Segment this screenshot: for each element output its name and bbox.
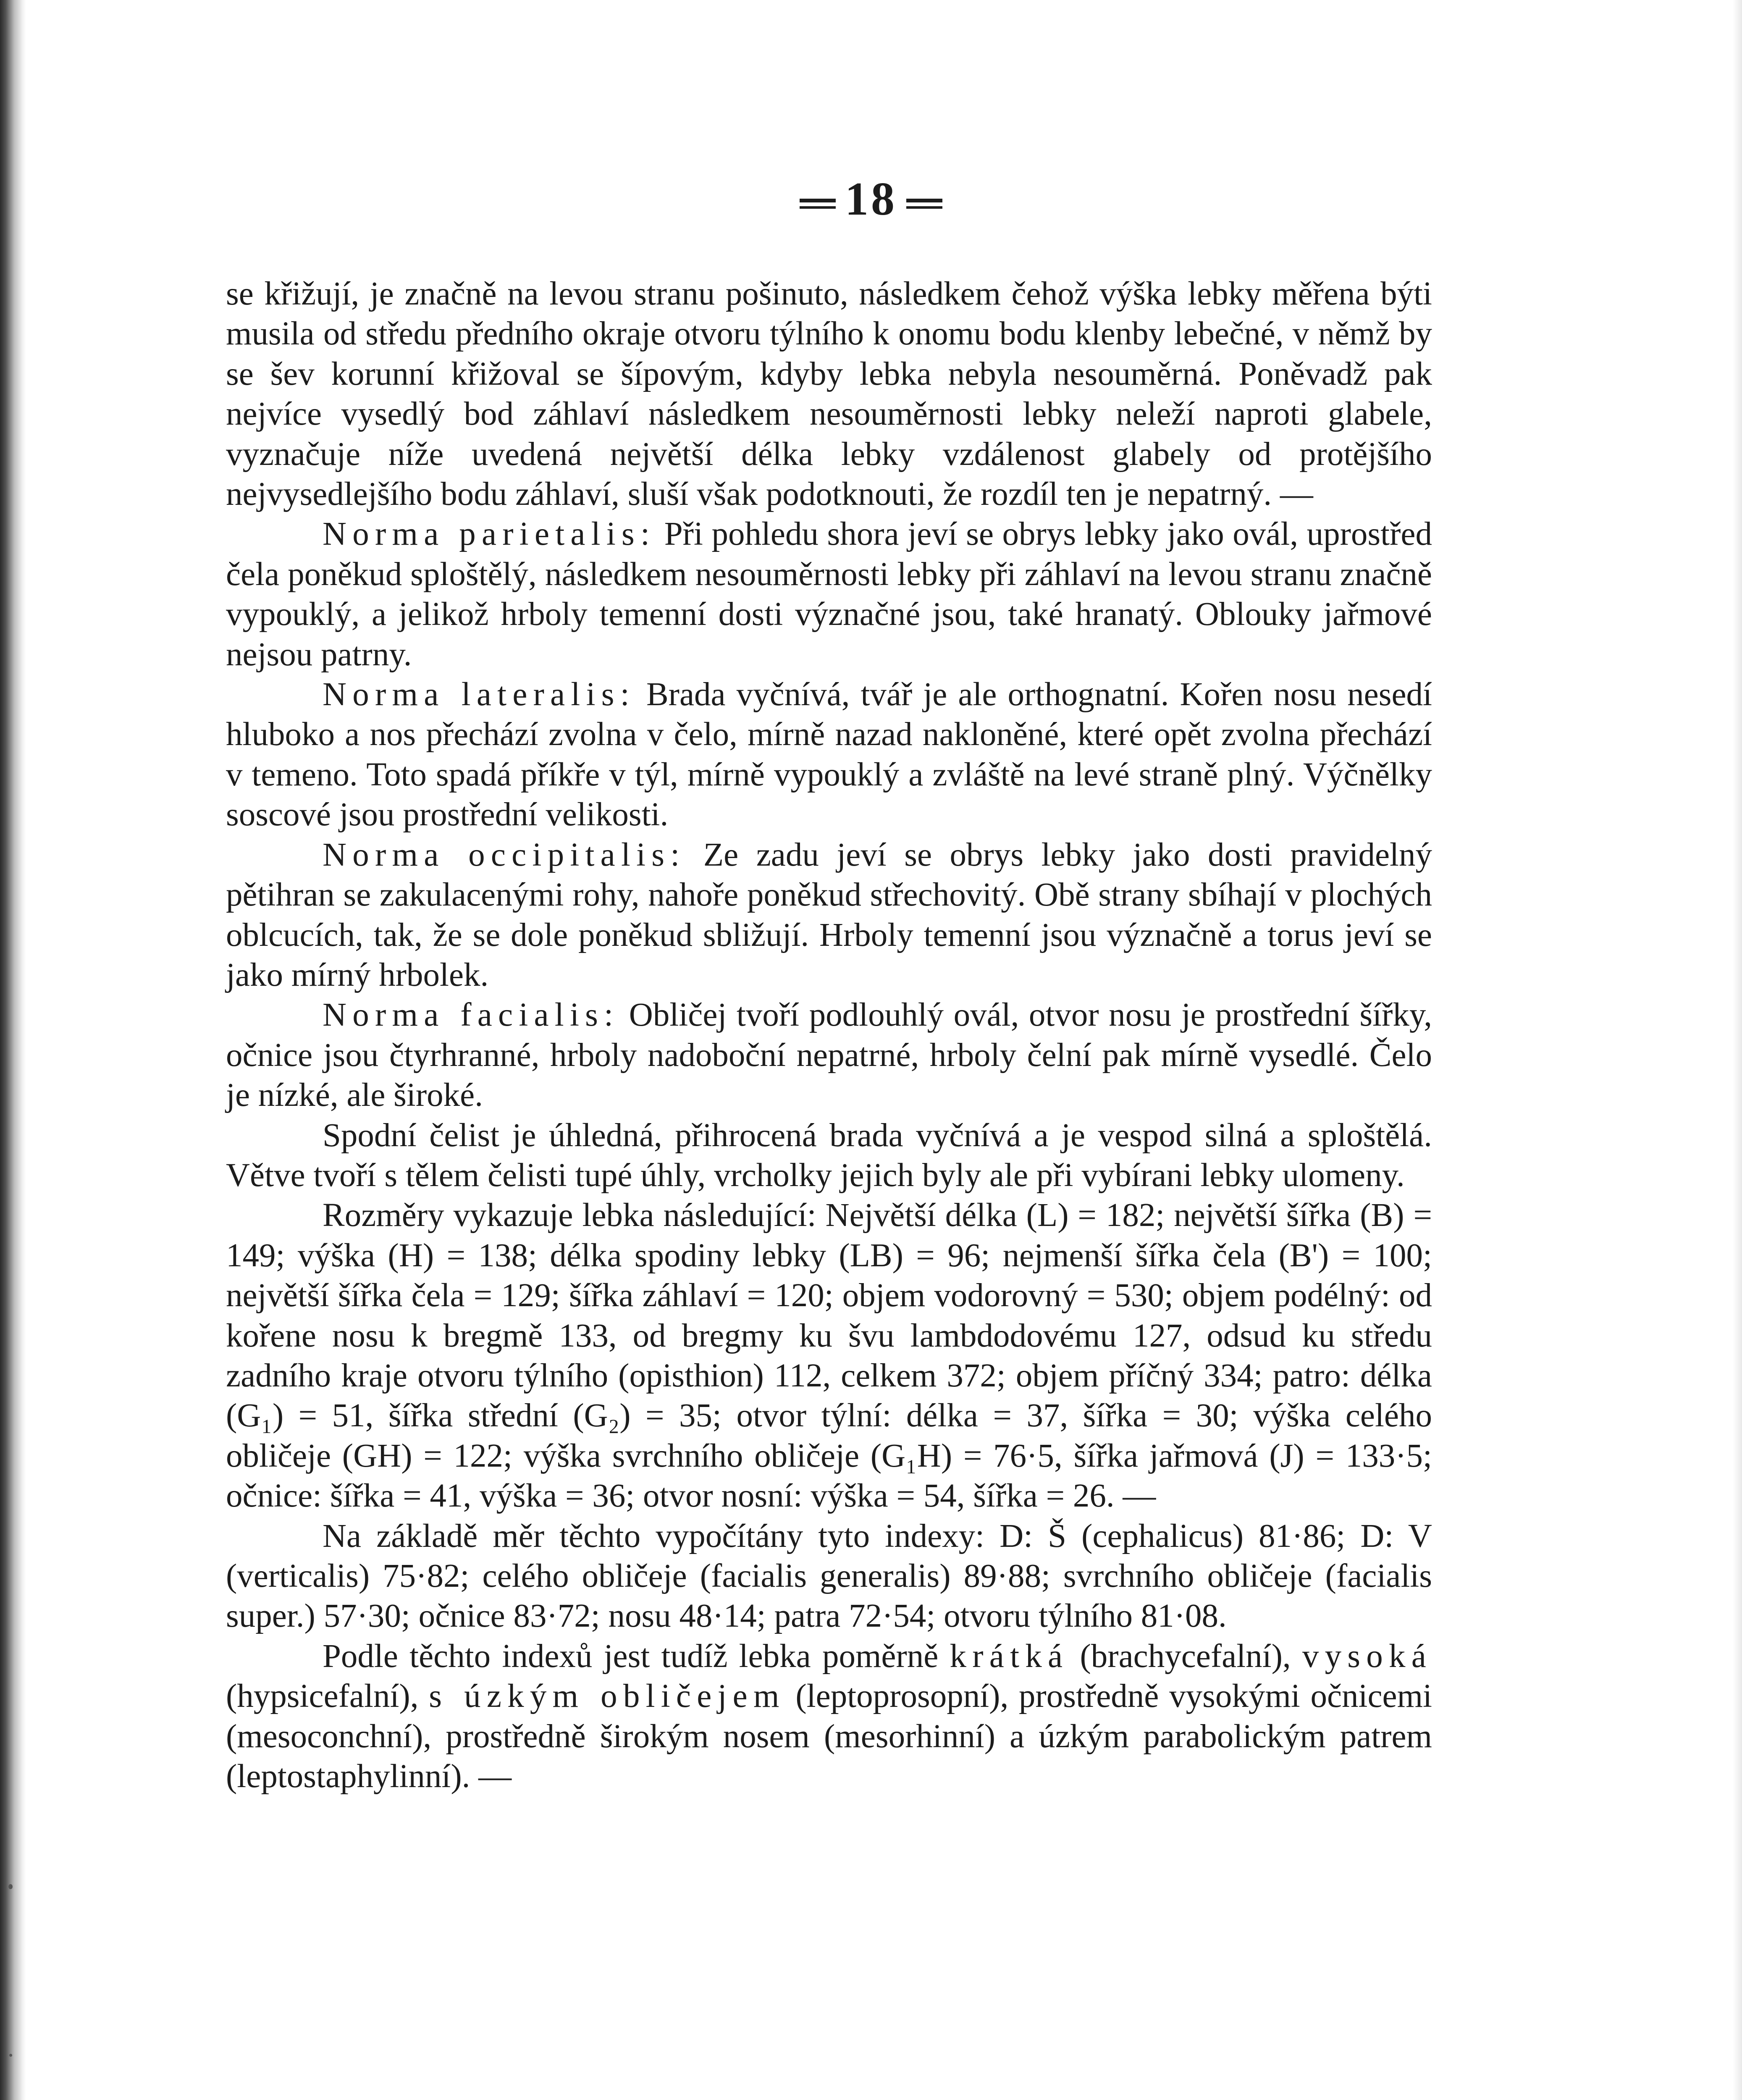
page-number-dash-left xyxy=(800,199,836,209)
paragraph-norma-occipitalis xyxy=(226,835,1432,995)
zaver-text-d: (leptoprosopní), prostředně vysokými očnicemi (mesoconchní), prostředně širokým nosem (mesorhinní) a úzkým parabolickým patrem (leptostaphylinní). — xyxy=(226,1678,1432,1795)
paragraph-norma-facialis xyxy=(226,995,1432,1115)
paragraph-norma-parietalis xyxy=(226,514,1432,675)
text-norma-parietalis: Při pohledu shora jeví se obrys lebky jako ovál, uprostřed čela poněkud sploštělý, následkem nesouměrnosti lebky při záhlaví na levou stranu značně vypouklý, a jelikož hrboly temenní dosti význačné jsou, také hranatý. Oblouky jařmové nejsou patrny. xyxy=(226,516,1432,673)
paragraph-spodni-celist: Spodní čelist je úhledná, přihrocená brada vyčnívá a je vespod silná a sploštělá. Větve tvoří s tělem čelisti tupé úhly, vrcholky jejich byly ale při vybírani lebky ulomeny. xyxy=(226,1117,1432,1194)
page-number xyxy=(0,172,1742,226)
paragraph-rozmery: Rozměry vykazuje lebka následující: Největší délka (L) = 182; největší šířka (B) = 149; výška (H) = 138; délka spodiny lebky (LB) = 96; nejmenší šířka čela (B') = 100; největší šířka čela = 129; šířka záhlaví = 120; objem vodorovný = 530; objem podélný: od kořene nosu k bregmě 133, od bregmy ku švu lambdodovému 127, odsud ku středu zadního kraje otvoru týlního (opisthion) 112, celkem 372; objem příčný 334; patro: délka (G₁) = 51, šířka střední (G₂) = 35; otvor týlní: délka = 37, šířka = 30; výška celého obličeje (GH) = 122; výška svrchního obličeje (G₁H) = 76·5, šířka jařmová (J) = 133·5; očnice: šířka = 41, výška = 36; otvor nosní: výška = 54, šířka = 26. — xyxy=(226,1197,1432,1515)
text-norma-facialis: Obličej tvoří podlouhlý ovál, otvor nosu je prostřední šířky, očnice jsou čtyrhranné, hrboly nadoboční nepatrné, hrboly čelní pak mírně vysedlé. Čelo je nízké, ale široké. xyxy=(226,997,1432,1114)
scan-speck xyxy=(8,1884,13,1889)
scan-left-edge xyxy=(0,0,26,2100)
term-norma-occipitalis: Norma occipitalis: xyxy=(323,836,686,873)
paragraph-norma-lateralis xyxy=(226,675,1432,835)
page-number-value: 18 xyxy=(845,173,897,225)
term-vysoka: vysoká xyxy=(1302,1638,1432,1675)
page-number-dash-right xyxy=(906,199,942,209)
zaver-text-c: (hypsicefalní), xyxy=(226,1678,429,1715)
term-norma-facialis: Norma facialis: xyxy=(323,997,619,1034)
zaver-text-b: (brachycefalní), xyxy=(1068,1638,1302,1675)
term-uzky-oblicej: s úzkým obličejem xyxy=(429,1678,785,1715)
text-norma-lateralis: Brada vyčnívá, tvář je ale orthognatní. Kořen nosu nesedí hluboko a nos přechází zvolna v čelo, mírně nazad nakloněné, které opět zvolna přechází v temeno. Toto spadá příkře v týl, mírně vypouklý a zvláště na levé straně plný. Výčnělky soscové jsou prostřední velikosti. xyxy=(226,676,1432,833)
paragraph-1: se křižují, je značně na levou stranu pošinuto, následkem čehož výška lebky měřena býti musila od středu předního okraje otvoru týlního k onomu bodu klenby lebečné, v němž by se šev korunní křižoval se šípovým, kdyby lebka nebyla nesouměrná. Poněvadž pak nejvíce vysedlý bod záhlaví následkem nesouměrnosti lebky neleží naproti glabele, vyznačuje níže uvedená největší délka lebky vzdálenost glabely od protějšího nejvysedlejšího bodu záhlaví, sluší však podotknouti, že rozdíl ten je nepatrný. — xyxy=(226,276,1432,513)
text-norma-occipitalis: Ze zadu jeví se obrys lebky jako dosti pravidelný pětihran se zakulacenými rohy, nahoře poněkud střechovitý. Obě strany sbíhají v plochých oblcucích, tak, že se dole poněkud sbližují. Hrboly temenní jsou význačně a torus jeví se jako mírný hrbolek. xyxy=(226,836,1432,993)
zaver-text-a: Podle těchto indexů jest tudíž lebka poměrně xyxy=(323,1638,950,1675)
paragraph-indexy: Na základě měr těchto vypočítány tyto indexy: D: Š (cephalicus) 81·86; D: V (verticalis) 75·82; celého obličeje (facialis generalis) 89·88; svrchního obličeje (facialis super.) 57·30; očnice 83·72; nosu 48·14; patra 72·54; otvoru týlního 81·08. xyxy=(226,1517,1432,1635)
body-text xyxy=(226,274,1432,1796)
scan-right-edge xyxy=(1733,0,1742,2100)
term-kratka: krátká xyxy=(950,1638,1069,1675)
scan-speck xyxy=(9,2054,12,2057)
term-norma-lateralis: Norma lateralis: xyxy=(323,676,635,713)
term-norma-parietalis: Norma parietalis: xyxy=(323,516,656,553)
paragraph-zaver xyxy=(226,1636,1432,1797)
